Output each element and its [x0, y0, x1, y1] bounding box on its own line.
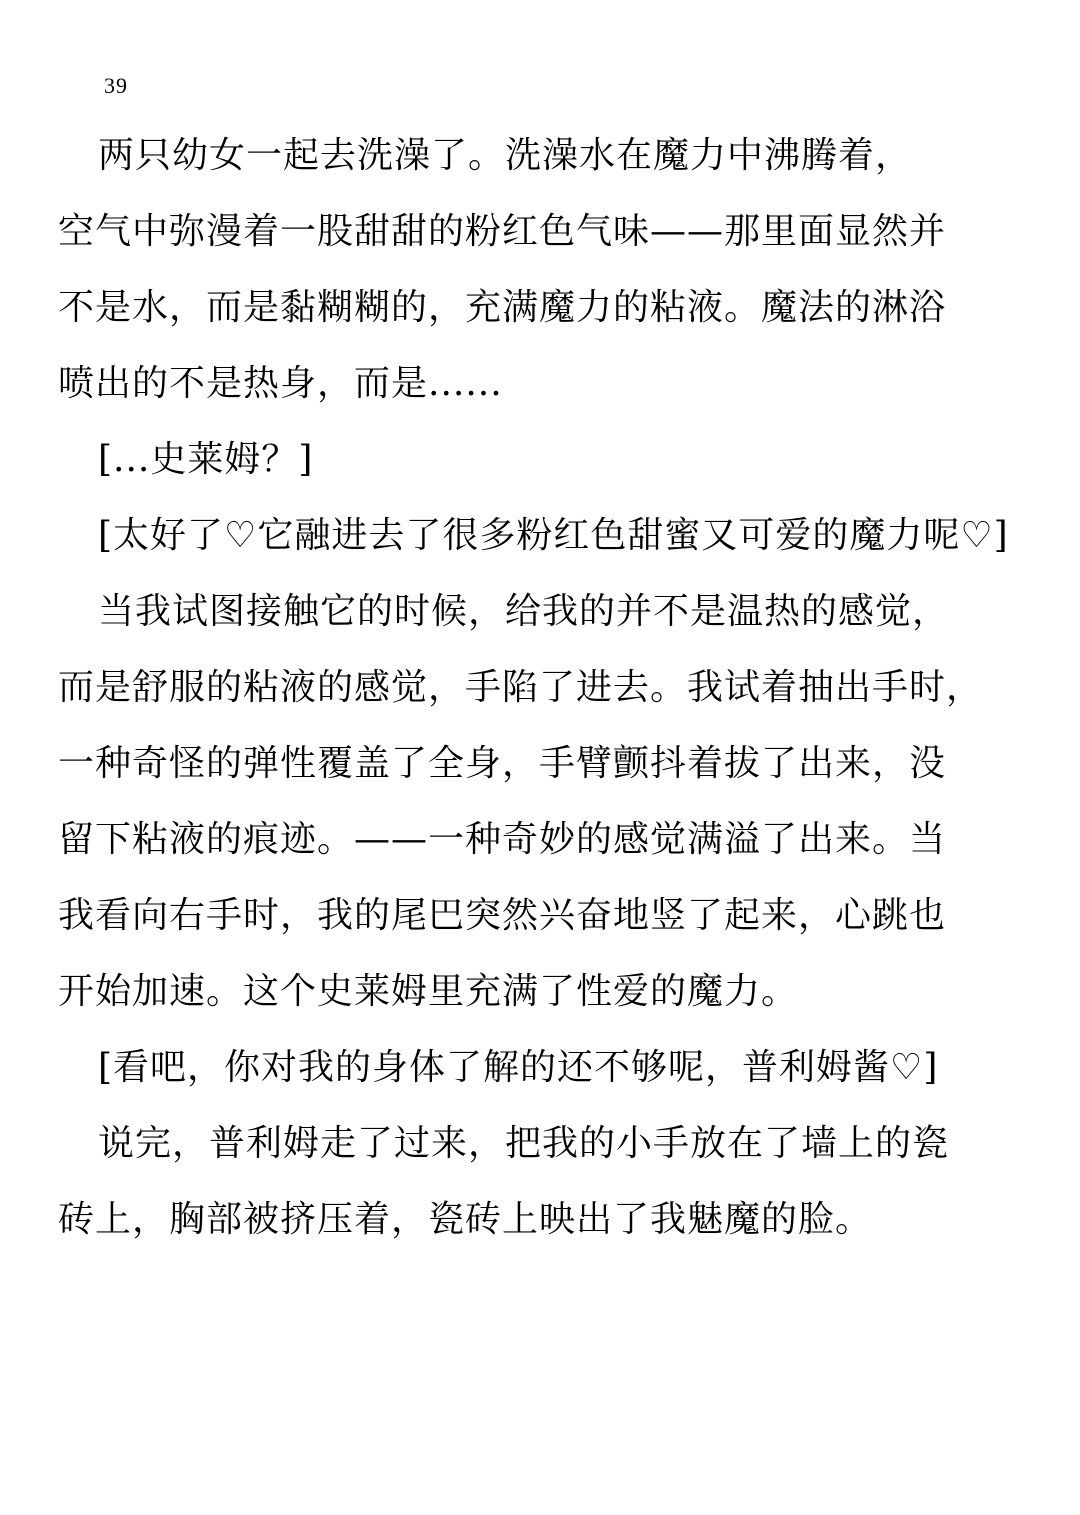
- paragraph-line: 砖上，胸部被挤压着，瓷砖上映出了我魅魔的脸。: [58, 1199, 873, 1240]
- paragraph-line: 一种奇怪的弹性覆盖了全身，手臂颤抖着拔了出来，没: [58, 743, 947, 784]
- paragraph-line: 我看向右手时，我的尾巴突然兴奋地竖了起来，心跳也: [58, 895, 947, 936]
- paragraph-line: [看吧，你对我的身体了解的还不够呢，普利姆酱♡]: [98, 1047, 939, 1088]
- paragraph-line: 两只幼女一起去洗澡了。洗澡水在魔力中沸腾着，: [98, 135, 913, 176]
- paragraph-line: 喷出的不是热身，而是......: [58, 363, 503, 404]
- paragraph-line: 开始加速。这个史莱姆里充满了性爱的魔力。: [58, 971, 799, 1012]
- paragraph-line: [太好了♡它融进去了很多粉红色甜蜜又可爱的魔力呢♡]: [98, 515, 1009, 556]
- paragraph-line: 空气中弥漫着一股甜甜的粉红色气味——那里面显然并: [58, 211, 947, 252]
- paragraph-line: 当我试图接触它的时候，给我的并不是温热的感觉，: [98, 591, 950, 632]
- paragraph-line: 而是舒服的粘液的感觉，手陷了进去。我试着抽出手时，: [58, 667, 984, 708]
- paragraph-line: [...史莱姆？]: [98, 439, 314, 480]
- paragraph-line: 说完，普利姆走了过来，把我的小手放在了墙上的瓷: [98, 1123, 950, 1164]
- page-number: 39: [104, 73, 128, 98]
- paragraph-line: 留下粘液的痕迹。——一种奇妙的感觉满溢了出来。当: [58, 819, 947, 860]
- paragraph-line: 不是水，而是黏糊糊的，充满魔力的粘液。魔法的淋浴: [58, 287, 947, 328]
